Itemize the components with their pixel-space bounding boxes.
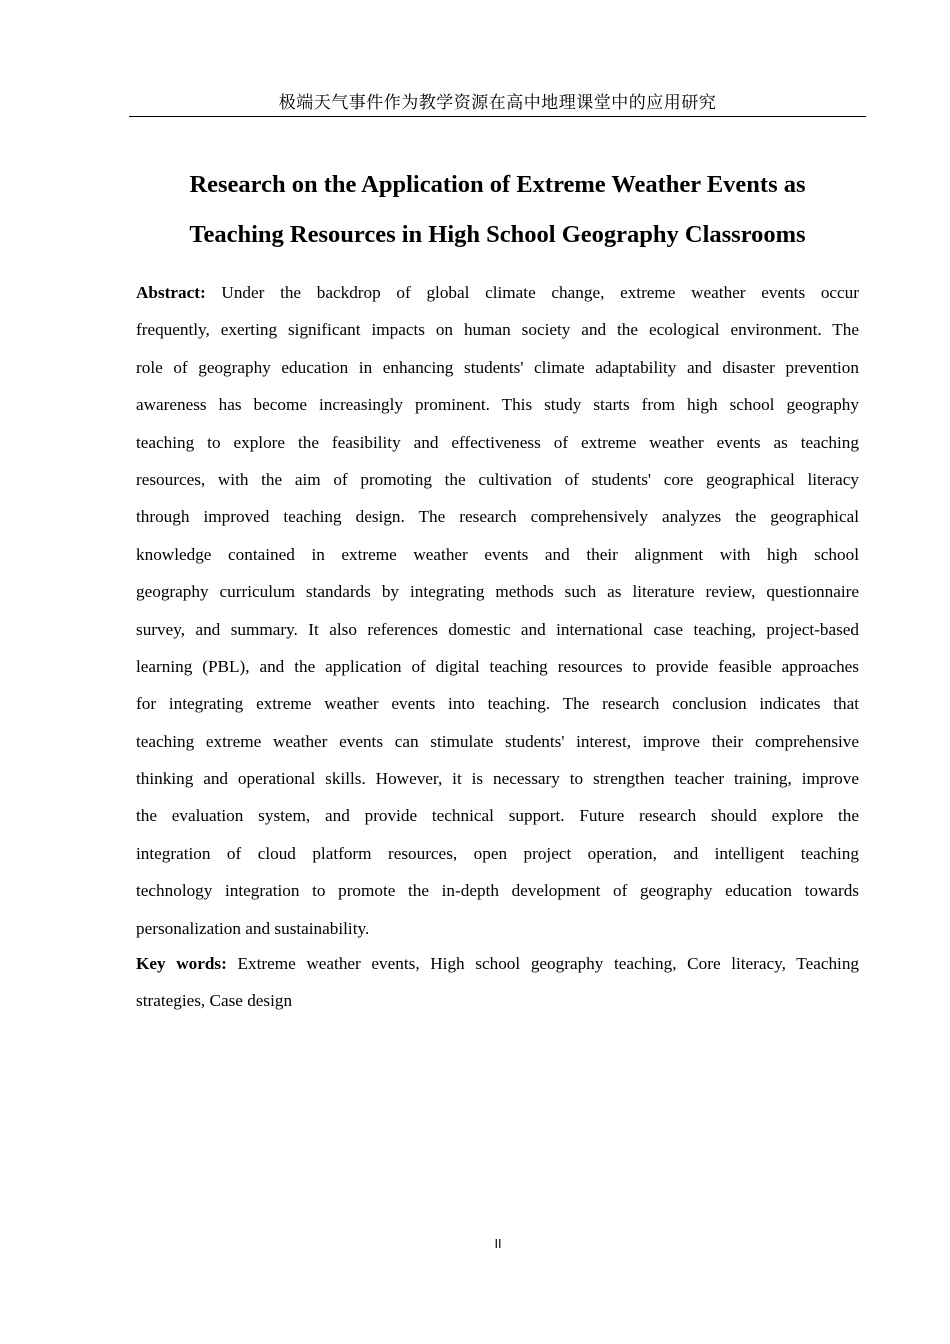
abstract-line: the evaluation system, and provide technical support. Future research should explore the bbox=[136, 806, 859, 826]
title-line-2: Teaching Resources in High School Geography Classrooms bbox=[189, 221, 806, 248]
title-line-1: Research on the Application of Extreme Weather Events as bbox=[189, 171, 806, 198]
abstract-line: thinking and operational skills. However, it is necessary to strengthen teacher training, improve bbox=[136, 769, 859, 789]
abstract-line: through improved teaching design. The research comprehensively analyzes the geographical bbox=[136, 507, 859, 527]
running-header: 极端天气事件作为教学资源在高中地理课堂中的应用研究 bbox=[129, 90, 866, 117]
abstract-text: Under the backdrop of global climate change, extreme weather events occur bbox=[221, 283, 860, 302]
keywords-text: Extreme weather events, High school geography teaching, Core literacy, Teaching bbox=[237, 954, 860, 973]
keywords-section bbox=[136, 945, 859, 1020]
abstract-line: personalization and sustainability. bbox=[136, 918, 370, 938]
abstract-line bbox=[136, 274, 859, 311]
abstract-line: learning (PBL), and the application of digital teaching resources to provide feasible approaches bbox=[136, 656, 859, 676]
abstract-line: geography curriculum standards by integrating methods such as literature review, questionnaire bbox=[136, 582, 859, 602]
abstract-line: knowledge contained in extreme weather events and their alignment with high school bbox=[136, 544, 859, 564]
abstract-line: awareness has become increasingly prominent. This study starts from high school geography bbox=[136, 395, 859, 415]
abstract-line: technology integration to promote the in-depth development of geography education towards bbox=[136, 881, 859, 901]
page-number: II bbox=[494, 1237, 502, 1251]
abstract-line: frequently, exerting significant impacts on human society and the ecological environment. The bbox=[136, 320, 859, 340]
keywords-label: Key words: bbox=[136, 954, 227, 973]
paper-title bbox=[130, 160, 865, 260]
keywords-line bbox=[136, 945, 859, 982]
abstract-line: for integrating extreme weather events into teaching. The research conclusion indicates that bbox=[136, 694, 859, 714]
abstract-line: resources, with the aim of promoting the cultivation of students' core geographical literacy bbox=[136, 469, 859, 489]
abstract-line: teaching extreme weather events can stimulate students' interest, improve their comprehensive bbox=[136, 731, 859, 751]
abstract-section bbox=[136, 274, 859, 947]
abstract-line: role of geography education in enhancing students' climate adaptability and disaster prevention bbox=[136, 357, 859, 377]
keywords-line: strategies, Case design bbox=[136, 991, 293, 1011]
abstract-line: integration of cloud platform resources, open project operation, and intelligent teaching bbox=[136, 843, 859, 863]
abstract-line: teaching to explore the feasibility and effectiveness of extreme weather events as teaching bbox=[136, 432, 859, 452]
abstract-line: survey, and summary. It also references domestic and international case teaching, project-based bbox=[136, 619, 859, 639]
abstract-label: Abstract: bbox=[136, 283, 206, 302]
